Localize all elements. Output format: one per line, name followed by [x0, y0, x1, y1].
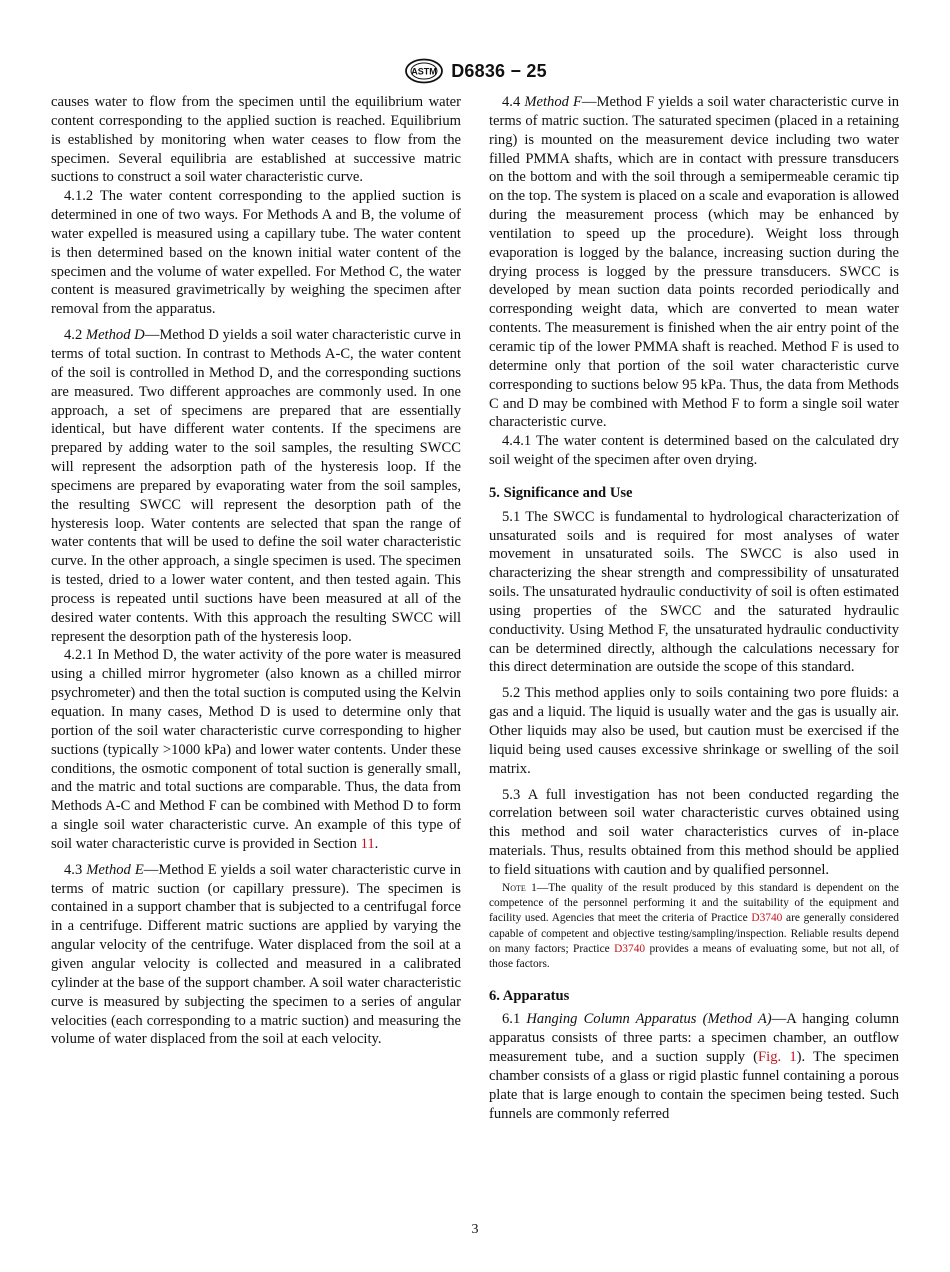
left-column [51, 93, 461, 1049]
paragraph-4-4-1: 4.4.1 The water content is determined based on the calculated dry soil weight of the specimen after oven drying. [489, 433, 899, 469]
d3740-link[interactable]: D3740 [614, 942, 646, 955]
section-11-link[interactable]: 11 [360, 835, 375, 852]
svg-text:ASTM: ASTM [411, 66, 437, 77]
paragraph-4-1-1-continued: causes water to flow from the specimen until the equilibrium water content corresponding to the applied suction is reached. Equilibrium is established by monitoring when water ceases to flow from the specimen. Several equilibria are established at successive matric suctions to construct a soil water characteristic curve. [51, 94, 461, 186]
method-e-title: Method E [86, 861, 144, 878]
paragraph-body: 4.2.1 In Method D, the water activity of the pore water is measured using a chilled mirror hygrometer (also known as a chilled mirror psychrometer) and then the total suction is computed using the Kelvin equation. In many cases, Method D is used to determine only that portion of the soil water characteristic curve corresponding to higher suctions (typically >1000 kPa) and lower water contents. Under these conditions, the osmotic component of total suction is generally small, and the matric and total suctions are comparable. Thus, the data from Methods A-C and Method F can be combined with Method D to form a single soil water characteristic curve. An example of this type of soil water characteristic curve is provided in Section [51, 647, 461, 852]
paragraph-5-2: 5.2 This method applies only to soils containing two pore fluids: a gas and a liquid. The liquid is usually water and the gas is usually air. Other liquids may also be used, but caution must be exercised if the liquid being used causes excessive shrinkage or swelling of the soil matrix. [489, 685, 899, 777]
document-id: D6836 − 25 [451, 60, 547, 81]
note-text: provides a means of evaluating some, but not all, of those factors. [489, 942, 899, 971]
paragraph-4-3 [51, 861, 461, 1049]
paragraph-5-1: 5.1 The SWCC is fundamental to hydrological characterization of unsaturated soils and is required for most analyses of water movement in unsaturated soils. The SWCC is also used in characterizing the shear strength and compressibility of unsaturated soils. The unsaturated hydraulic conductivity of soil is often estimated using properties of the SWCC and the saturated hydraulic conductivity. Using Method F, the unsaturated hydraulic conductivity can be determined directly, although the calculations necessary for this direct determination are outside the scope of this standard. [489, 508, 899, 676]
paragraph-4-1-2: 4.1.2 The water content corresponding to the applied suction is determined in one of two ways. For Methods A and B, the volume of water expelled is measured using a capillary tube. The water content is then determined based on the known initial water content of the specimen and the volume of water expelled. For Method C, the water content is measured gravimetrically by weighing the specimen after removal from the apparatus. [51, 188, 461, 318]
section-number: 4.3 [64, 861, 87, 878]
paragraph-6-1 [489, 1010, 899, 1123]
period: . [374, 835, 379, 852]
paragraph-body: ). The specimen chamber consists of a glass or rigid plastic funnel containing a porous plate that is large enough to contain the specimen being tested. Such funnels are commonly referred [489, 1049, 899, 1122]
note-label: Note [502, 881, 526, 894]
section-number: 6.1 [502, 1011, 527, 1028]
method-d-title: Method D [85, 327, 145, 344]
paragraph-body: —Method E yields a soil water characteristic curve in terms of matric suction (or capillary pressure). The specimen is contained in a support chamber that is subjected to a centrifugal force in a centrifuge. Different matric suctions are applied by varying the angular velocity of the centrifuge. Water displaced from the soil at a given angular velocity is collected and measured in a calibrated cylinder at the base of the support chamber. A soil water characteristic curve is measured by subjecting the specimen to a series of angular velocities (each corresponding to a matric suction) and measuring the volume of water displaced from the soil at each velocity. [51, 861, 462, 1048]
note-1 [489, 881, 899, 973]
astm-logo-icon [403, 57, 445, 85]
note-text: 1—The quality of the result produced by this standard is dependent on the competence of the personnel performing it and the suitability of the equipment and facility used. Agencies that meet the criteria of Practice [489, 881, 899, 925]
paragraph-body: —Method F yields a soil water characteristic curve in terms of matric suction. The saturated specimen (placed in a retaining ring) is mounted on the measurement device including two water filled PMMA shafts, which are in contact with pressure transducers on the bottom and with the soil through a semipermeable ceramic tip on the top. The system is placed on a scale and evaporation is allowed during the measurement process (which may be enhanced by ventilation to speed up the procedure). Weight loss through evaporation is logged by the balance, increasing suction during the drying process is logged by the pressure transducers. SWCC is developed by mean suction data points recorded periodically and corresponding weight data, which are converted to mean water contents. The measurement is finished when the air entry point of the ceramic tip of the lower PMMA shaft is reached. Method F is used to determine only that portion of the soil water characteristic curve corresponding to suctions below 95 kPa. Thus, the data from Methods C and D may be combined with Method F to form a single soil water characteristic curve. [489, 94, 899, 431]
section-number: 4.4 [502, 94, 525, 110]
page-header [0, 56, 950, 86]
hanging-column-title: Hanging Column Apparatus (Method A) [526, 1011, 772, 1028]
right-column [489, 93, 899, 1123]
paragraph-5-3: 5.3 A full investigation has not been conducted regarding the correlation between soil water characteristic curves obtained using this method and soil water characteristics curves of in-place materials. Thus, results obtained from this method should be applied to field situations with caution and by qualified personnel. [489, 786, 899, 878]
section-heading-6: 6. Apparatus [489, 987, 570, 1004]
section-heading-5: 5. Significance and Use [489, 484, 633, 501]
paragraph-4-4 [489, 93, 899, 432]
d3740-link[interactable]: D3740 [751, 912, 783, 925]
paragraph-body: —Method D yields a soil water characteristic curve in terms of total suction. In contrast to Methods A-C, the water content of the soil is controlled in Method D, and the corresponding suctions are measured. Two different approaches are commonly used. In one approach, a set of specimens are prepared that are essentially identical, but have different water contents. If the specimens are prepared by adding water to the soil samples, the resulting SWCC will represent the adsorption path of the hysteresis loop. If the specimens are prepared by evaporating water from the soil samples, the resulting SWCC will represent the desorption path of the hysteresis loop. Water contents are selected that span the range of water contents that will be used to define the soil water characteristic curve. In the other approach, a single specimen is used. The specimen is tested, dried to a lower water content, and then tested again. This process is repeated until suctions have been measured at all of the desired water contents. With this approach the resulting SWCC will represent the desorption path of the hysteresis loop. [51, 327, 461, 645]
note-text: are generally considered capable of competent and objective testing/sampling/inspection. Reliable results depend on many factors; Practice [489, 912, 899, 955]
paragraph-4-2 [51, 326, 461, 646]
paragraph-4-2-1 [51, 646, 461, 853]
page-number: 3 [471, 1222, 479, 1237]
fig-1-link[interactable]: Fig. 1 [758, 1049, 797, 1066]
method-f-title: Method F [524, 94, 582, 110]
paragraph-body: —A hanging column apparatus consists of three parts: a specimen chamber, an outflow measurement tube, and a suction supply ( [489, 1011, 900, 1066]
section-number: 4.2 [64, 327, 86, 344]
